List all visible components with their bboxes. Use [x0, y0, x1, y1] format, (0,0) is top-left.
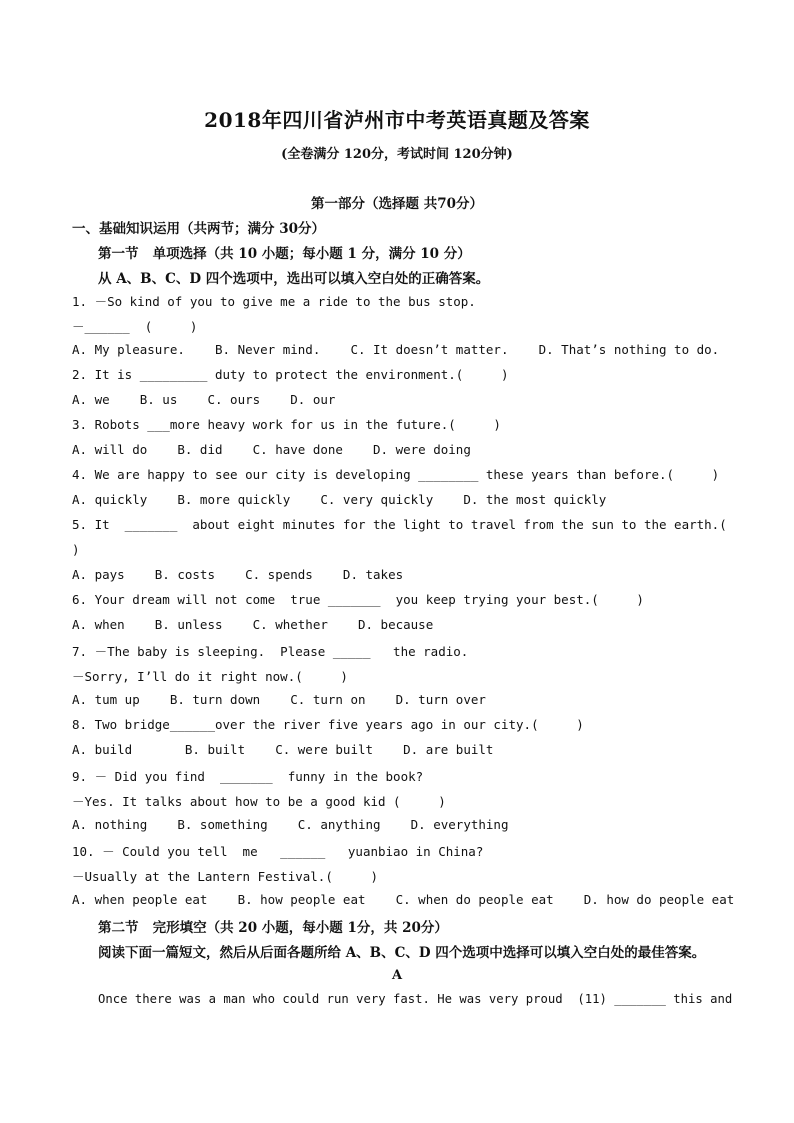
- section-title: 一、基础知识运用（共两节；满分 30分）: [72, 221, 325, 237]
- question-line: －Sorry, I’ll do it right now.( ): [72, 669, 348, 684]
- question-line: 3. Robots ___more heavy work for us in the future.( ): [72, 417, 501, 432]
- question-line: －______ ( ): [72, 319, 198, 334]
- part-heading: 第一部分（选择题 共70分）: [311, 196, 483, 212]
- question-line: －Yes. It talks about how to be a good kid ( ): [72, 794, 446, 809]
- answer-options: A. we B. us C. ours D. our: [72, 392, 336, 407]
- question-line: 5. It _______ about eight minutes for the light to travel from the sun to the earth.(: [72, 517, 727, 532]
- answer-options: A. build B. built C. were built D. are built: [72, 742, 494, 757]
- subsection-instruction: 阅读下面一篇短文，然后从后面各题所给 A、B、C、D 四个选项中选择可以填入空白处的最佳答案。: [98, 945, 706, 961]
- passage-label: A: [391, 968, 403, 983]
- question-line: －Usually at the Lantern Festival.( ): [72, 869, 378, 884]
- answer-options: A. My pleasure. B. Never mind. C. It doesn’t matter. D. That’s nothing to do.: [72, 342, 720, 357]
- answer-options: A. quickly B. more quickly C. very quickly D. the most quickly: [72, 492, 607, 507]
- question-line: ): [72, 542, 80, 557]
- question-line: 8. Two bridge______over the river five years ago in our city.( ): [72, 717, 584, 732]
- answer-options: A. when B. unless C. whether D. because: [72, 617, 434, 632]
- question-line: 2. It is _________ duty to protect the environment.( ): [72, 367, 509, 382]
- subsection-title: 第一节 单项选择（共 10 小题；每小题 1 分，满分 10 分）: [98, 246, 471, 262]
- page-subtitle: (全卷满分 120分，考试时间 120分钟): [281, 147, 513, 162]
- question-line: 4. We are happy to see our city is developing ________ these years than before.( ): [72, 467, 720, 482]
- subsection-instruction: 从 A、B、C、D 四个选项中，选出可以填入空白处的正确答案。: [98, 271, 490, 287]
- answer-options: A. when people eat B. how people eat C. when do people eat D. how do people eat: [72, 892, 735, 907]
- answer-options: A. pays B. costs C. spends D. takes: [72, 567, 404, 582]
- passage-text: Once there was a man who could run very fast. He was very proud (11) _______ this and: [98, 992, 733, 1006]
- question-line: 7. －The baby is sleeping. Please _____ the radio.: [72, 644, 469, 659]
- answer-options: A. tum up B. turn down C. turn on D. turn over: [72, 692, 486, 707]
- question-line: 1. －So kind of you to give me a ride to the bus stop.: [72, 294, 476, 309]
- question-line: 10. － Could you tell me ______ yuanbiao in China?: [72, 844, 484, 859]
- subsection-title: 第二节 完形填空（共 20 小题，每小题 1分，共 20分）: [98, 920, 448, 936]
- question-line: 9. － Did you find _______ funny in the book?: [72, 769, 424, 784]
- question-line: 6. Your dream will not come true _______ you keep trying your best.( ): [72, 592, 644, 607]
- answer-options: A. nothing B. something C. anything D. everything: [72, 817, 509, 832]
- answer-options: A. will do B. did C. have done D. were doing: [72, 442, 471, 457]
- page-title: 2018年四川省泸州市中考英语真题及答案: [204, 108, 590, 132]
